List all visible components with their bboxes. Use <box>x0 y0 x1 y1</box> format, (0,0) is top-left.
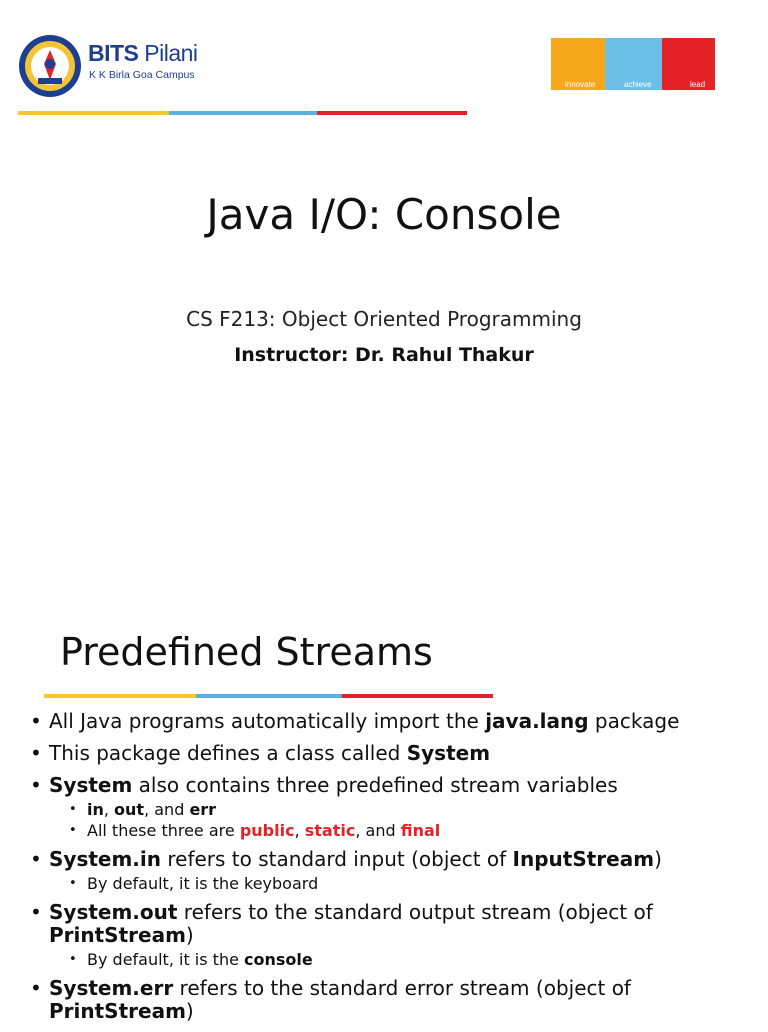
slide-title-predefined-streams: Predefined Streams <box>60 630 433 674</box>
subbullet-in-out-err: • in, out, and err <box>69 800 750 820</box>
course-subtitle: CS F213: Object Oriented Programming <box>186 307 582 331</box>
tagline-achieve: achieve <box>624 80 652 89</box>
content-slide <box>0 580 768 1024</box>
content-stripe-blue <box>196 694 342 698</box>
header-stripe-blue <box>169 111 317 115</box>
bullet-system-err: • System.err refers to the standard error stream (object of PrintStream) <box>30 977 750 1023</box>
bullet-system-class: • This package defines a class called System <box>30 742 750 765</box>
tagline-lead: lead <box>690 80 706 89</box>
brand-name: BITS Pilani <box>88 40 198 66</box>
content-stripe-yellow <box>44 694 196 698</box>
campus-name: K K Birla Goa Campus <box>89 69 195 81</box>
bullet-system-in: • System.in refers to standard input (object of InputStream) <box>30 848 750 871</box>
bullet-list <box>30 710 750 1032</box>
tagline-innovate: innovate <box>565 80 596 89</box>
content-stripe-red <box>342 694 493 698</box>
header-stripe-yellow <box>18 111 169 115</box>
header-stripe-red <box>317 111 467 115</box>
slide-title: Java I/O: Console <box>206 190 562 239</box>
tagline-achieve-box <box>605 38 662 90</box>
tagline-lead-box <box>662 38 715 90</box>
subbullet-modifiers: • All these three are public, static, and final <box>69 821 750 841</box>
bullet-java-lang: • All Java programs automatically import the java.lang package <box>30 710 750 733</box>
bits-pilani-seal-icon <box>18 34 82 98</box>
subbullet-keyboard: • By default, it is the keyboard <box>69 874 750 894</box>
bullet-stream-variables: • System also contains three predefined stream variables <box>30 774 750 797</box>
instructor-name: Instructor: Dr. Rahul Thakur <box>234 344 534 366</box>
subbullet-console: • By default, it is the console <box>69 950 750 970</box>
tagline-innovate-box <box>551 38 605 90</box>
bullet-system-out: • System.out refers to the standard output stream (object of PrintStream) <box>30 901 750 947</box>
